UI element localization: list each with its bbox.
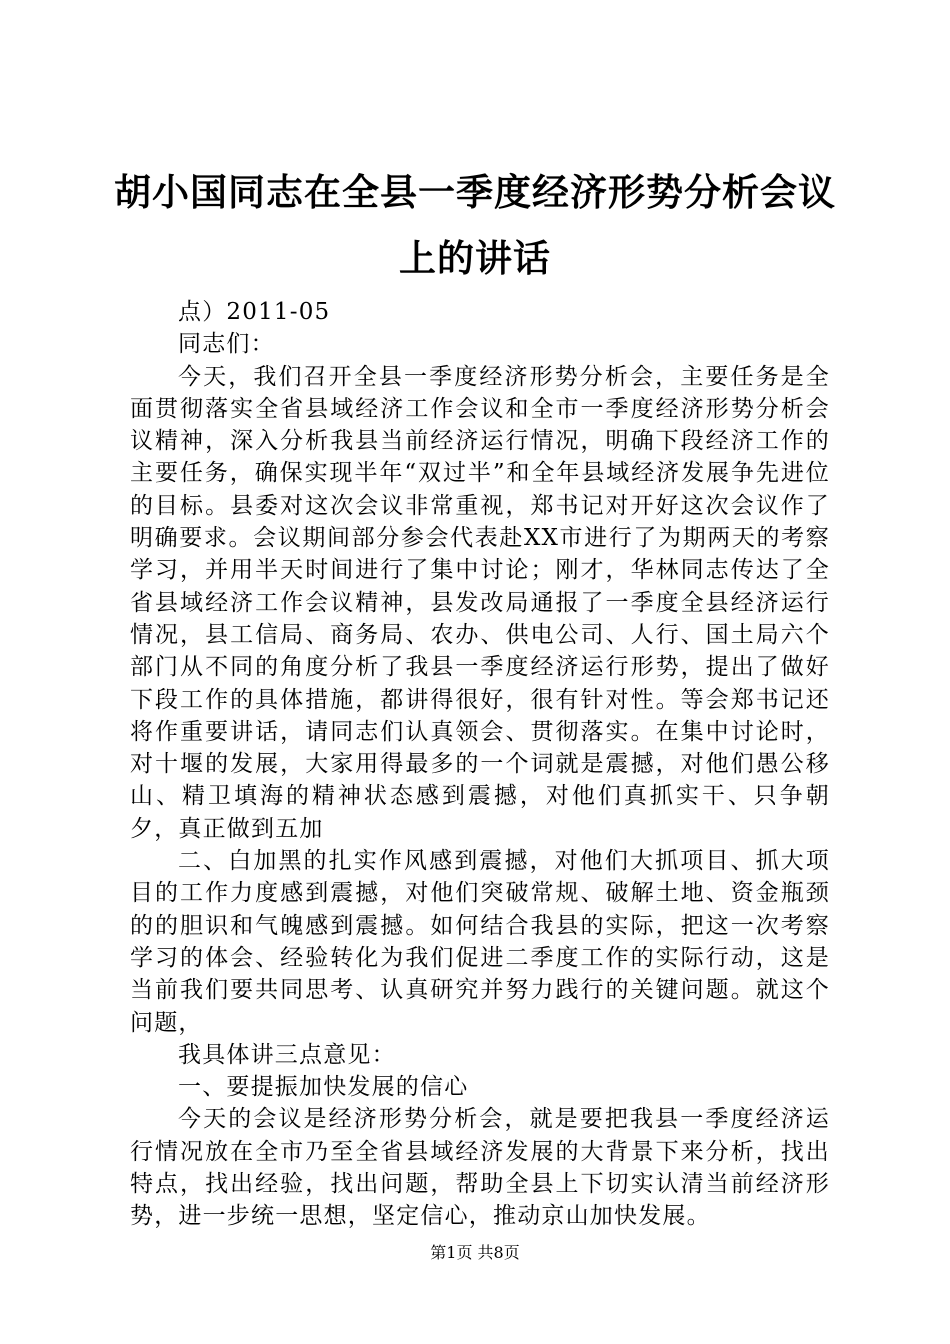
- paragraph-date: 点）2011-05: [178, 299, 331, 325]
- section-heading-one: 一、要提振加快发展的信心: [178, 1074, 469, 1101]
- document-title: 胡小国同志在全县一季度经济形势分析会议上的讲话: [114, 171, 836, 280]
- document-body: [130, 296, 830, 1233]
- page-number: 第1页 共8页: [430, 1243, 520, 1262]
- paragraph-three-points: 我具体讲三点意见：: [178, 1041, 396, 1068]
- paragraph-section-one: 今天的会议是经济形势分析会，就是要把我县一季度经济运行情况放在全市乃至全省县域经济发展的大背景下来分析，找出特点，找出经验，找出问题，帮助全县上下切实认清当前经济形势，进一步统一思想，坚定信心，推动京山加快发展。: [130, 1106, 830, 1230]
- paragraph-intro: 今天，我们召开全县一季度经济形势分析会，主要任务是全面贯彻落实全省县域经济工作会议和全市一季度经济形势分析会议精神，深入分析我县当前经济运行情况，明确下段经济工作的主要任务，确保实现半年“双过半”和全年县域经济发展争先进位的目标。县委对这次会议非常重视，郑书记对开好这次会议作了明确要求。会议期间部分参会代表赴XX市进行了为期两天的考察学习，并用半天时间进行了集中讨论；刚才，华林同志传达了全省县域经济工作会议精神，县发改局通报了一季度全县经济运行情况，县工信局、商务局、农办、供电公司、人行、国土局六个部门从不同的角度分析了我县一季度经济运行形势，提出了做好下段工作的具体措施，都讲得很好，很有针对性。等会郑书记还将作重要讲话，请同志们认真领会、贯彻落实。在集中讨论时，对十堰的发展，大家用得最多的一个词就是震撼，对他们愚公移山、精卫填海的精神状态感到震撼，对他们真抓实干、只争朝夕，真正做到五加: [130, 363, 830, 842]
- paragraph-salutation: 同志们：: [178, 331, 275, 358]
- paragraph-impressions: 二、白加黑的扎实作风感到震撼，对他们大抓项目、抓大项目的工作力度感到震撼，对他们突破常规、破解土地、资金瓶颈的的胆识和气魄感到震撼。如何结合我县的实际，把这一次考察学习的体会、经验转化为我们促进二季度工作的实际行动，这是当前我们要共同思考、认真研究并努力践行的关键问题。就这个问题，: [130, 848, 830, 1036]
